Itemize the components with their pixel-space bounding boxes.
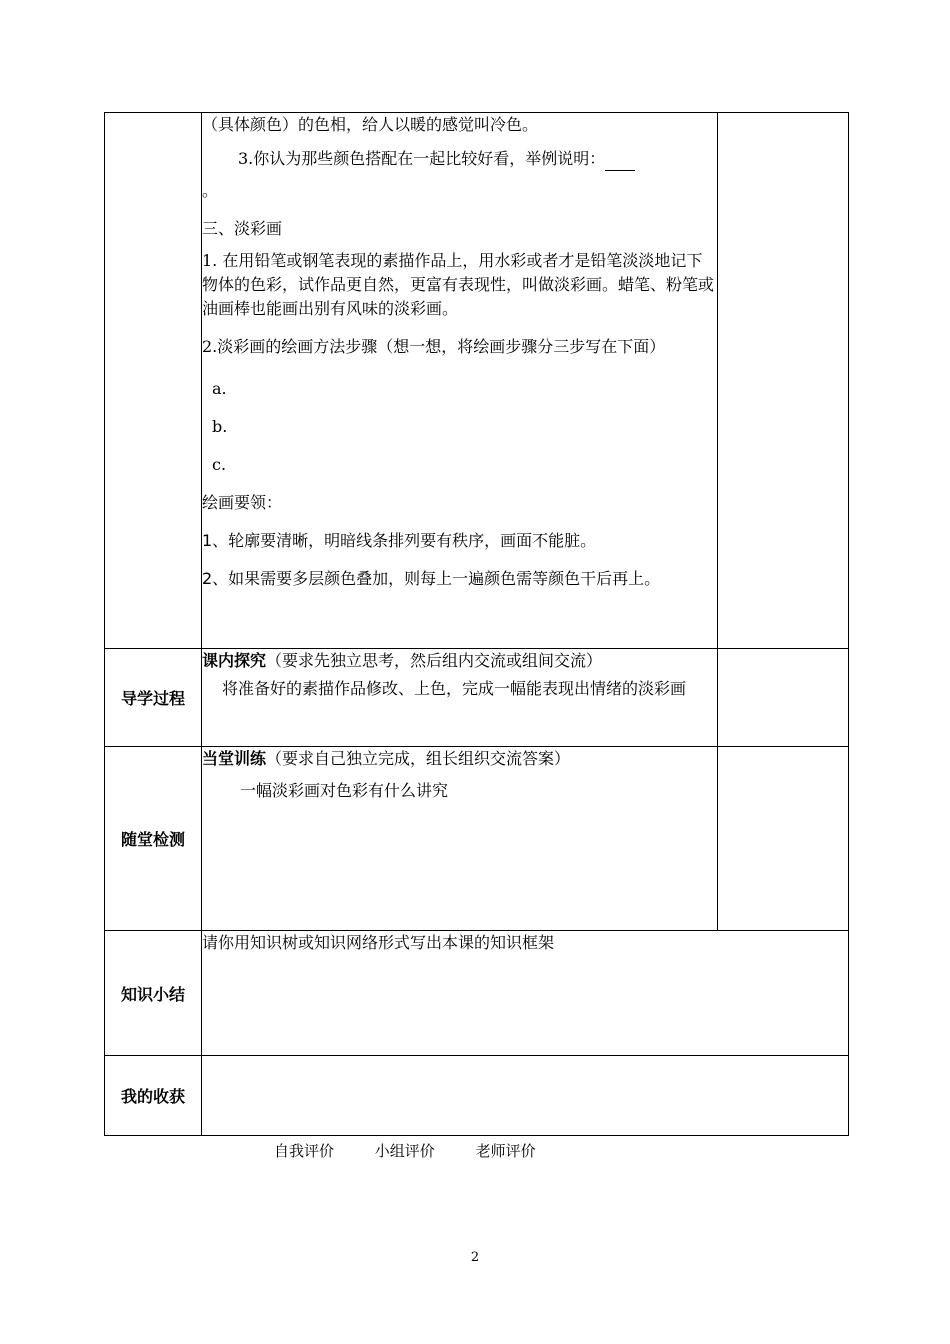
row-label: 知识小结 [105, 931, 202, 1056]
group-evaluation: 小组评价 [374, 1142, 435, 1160]
section-title: 课内探究 [202, 651, 267, 670]
section-note: （要求先独立思考，然后组内交流或组间交流） [266, 651, 603, 670]
step-c: c. [212, 455, 227, 474]
content-cell [202, 931, 849, 1056]
evaluation-footer [274, 1140, 572, 1161]
table-row [105, 113, 849, 649]
task-text: 一幅淡彩画对色彩有什么讲究 [240, 781, 449, 800]
section-note: （要求自己独立完成，组长组织交流答案） [266, 749, 571, 768]
table-row [105, 931, 849, 1056]
study-guide-table [104, 112, 849, 1136]
steps-paragraph: 2.淡彩画的绘画方法步骤（想一想，将绘画步骤分三步写在下面） [202, 337, 666, 356]
question-3-text: 3.你认为那些颜色搭配在一起比较好看，举例说明： [238, 149, 606, 168]
row-label: 导学过程 [105, 649, 202, 747]
notes-cell [718, 649, 849, 747]
question-3-end: 。 [202, 181, 219, 200]
content-cell [202, 649, 718, 747]
tips-title: 绘画要领： [202, 493, 283, 512]
section-heading: 三、淡彩画 [202, 219, 283, 238]
task-text: 将准备好的素描作品修改、上色，完成一幅能表现出情绪的淡彩画 [222, 679, 687, 698]
section-title: 当堂训练 [202, 749, 267, 768]
content-cell [202, 747, 718, 931]
tip-1: 1、轮廓要清晰，明暗线条排列要有秩序，画面不能脏。 [202, 531, 597, 550]
notes-cell [718, 747, 849, 931]
row-label-empty [105, 113, 202, 649]
question-3 [202, 147, 717, 171]
page-number: 2 [470, 1250, 480, 1265]
notes-cell [718, 113, 849, 649]
row-label: 我的收获 [105, 1056, 202, 1136]
content-cell [202, 113, 718, 649]
tip-2: 2、如果需要多层颜色叠加，则每上一遍颜色需等颜色干后再上。 [202, 569, 661, 588]
table-row [105, 649, 849, 747]
step-b: b. [212, 417, 228, 436]
answer-cell[interactable] [202, 1056, 849, 1136]
task-text: 请你用知识树或知识网络形式写出本课的知识框架 [202, 933, 555, 952]
row-label: 随堂检测 [105, 747, 202, 931]
answer-blank[interactable] [605, 152, 635, 171]
table-row [105, 1056, 849, 1136]
teacher-evaluation: 老师评价 [475, 1142, 536, 1160]
self-evaluation: 自我评价 [274, 1142, 335, 1160]
step-a: a. [212, 379, 227, 398]
table-row [105, 747, 849, 931]
text-line: （具体颜色）的色相，给人以暖的感觉叫冷色。 [202, 115, 539, 134]
definition-paragraph: 1. 在用铅笔或钢笔表现的素描作品上，用水彩或者才是铅笔淡淡地记下物体的色彩，试作品更自然，更富有表现性，叫做淡彩画。蜡笔、粉笔或油画棒也能画出别有风味的淡彩画。 [202, 251, 715, 318]
